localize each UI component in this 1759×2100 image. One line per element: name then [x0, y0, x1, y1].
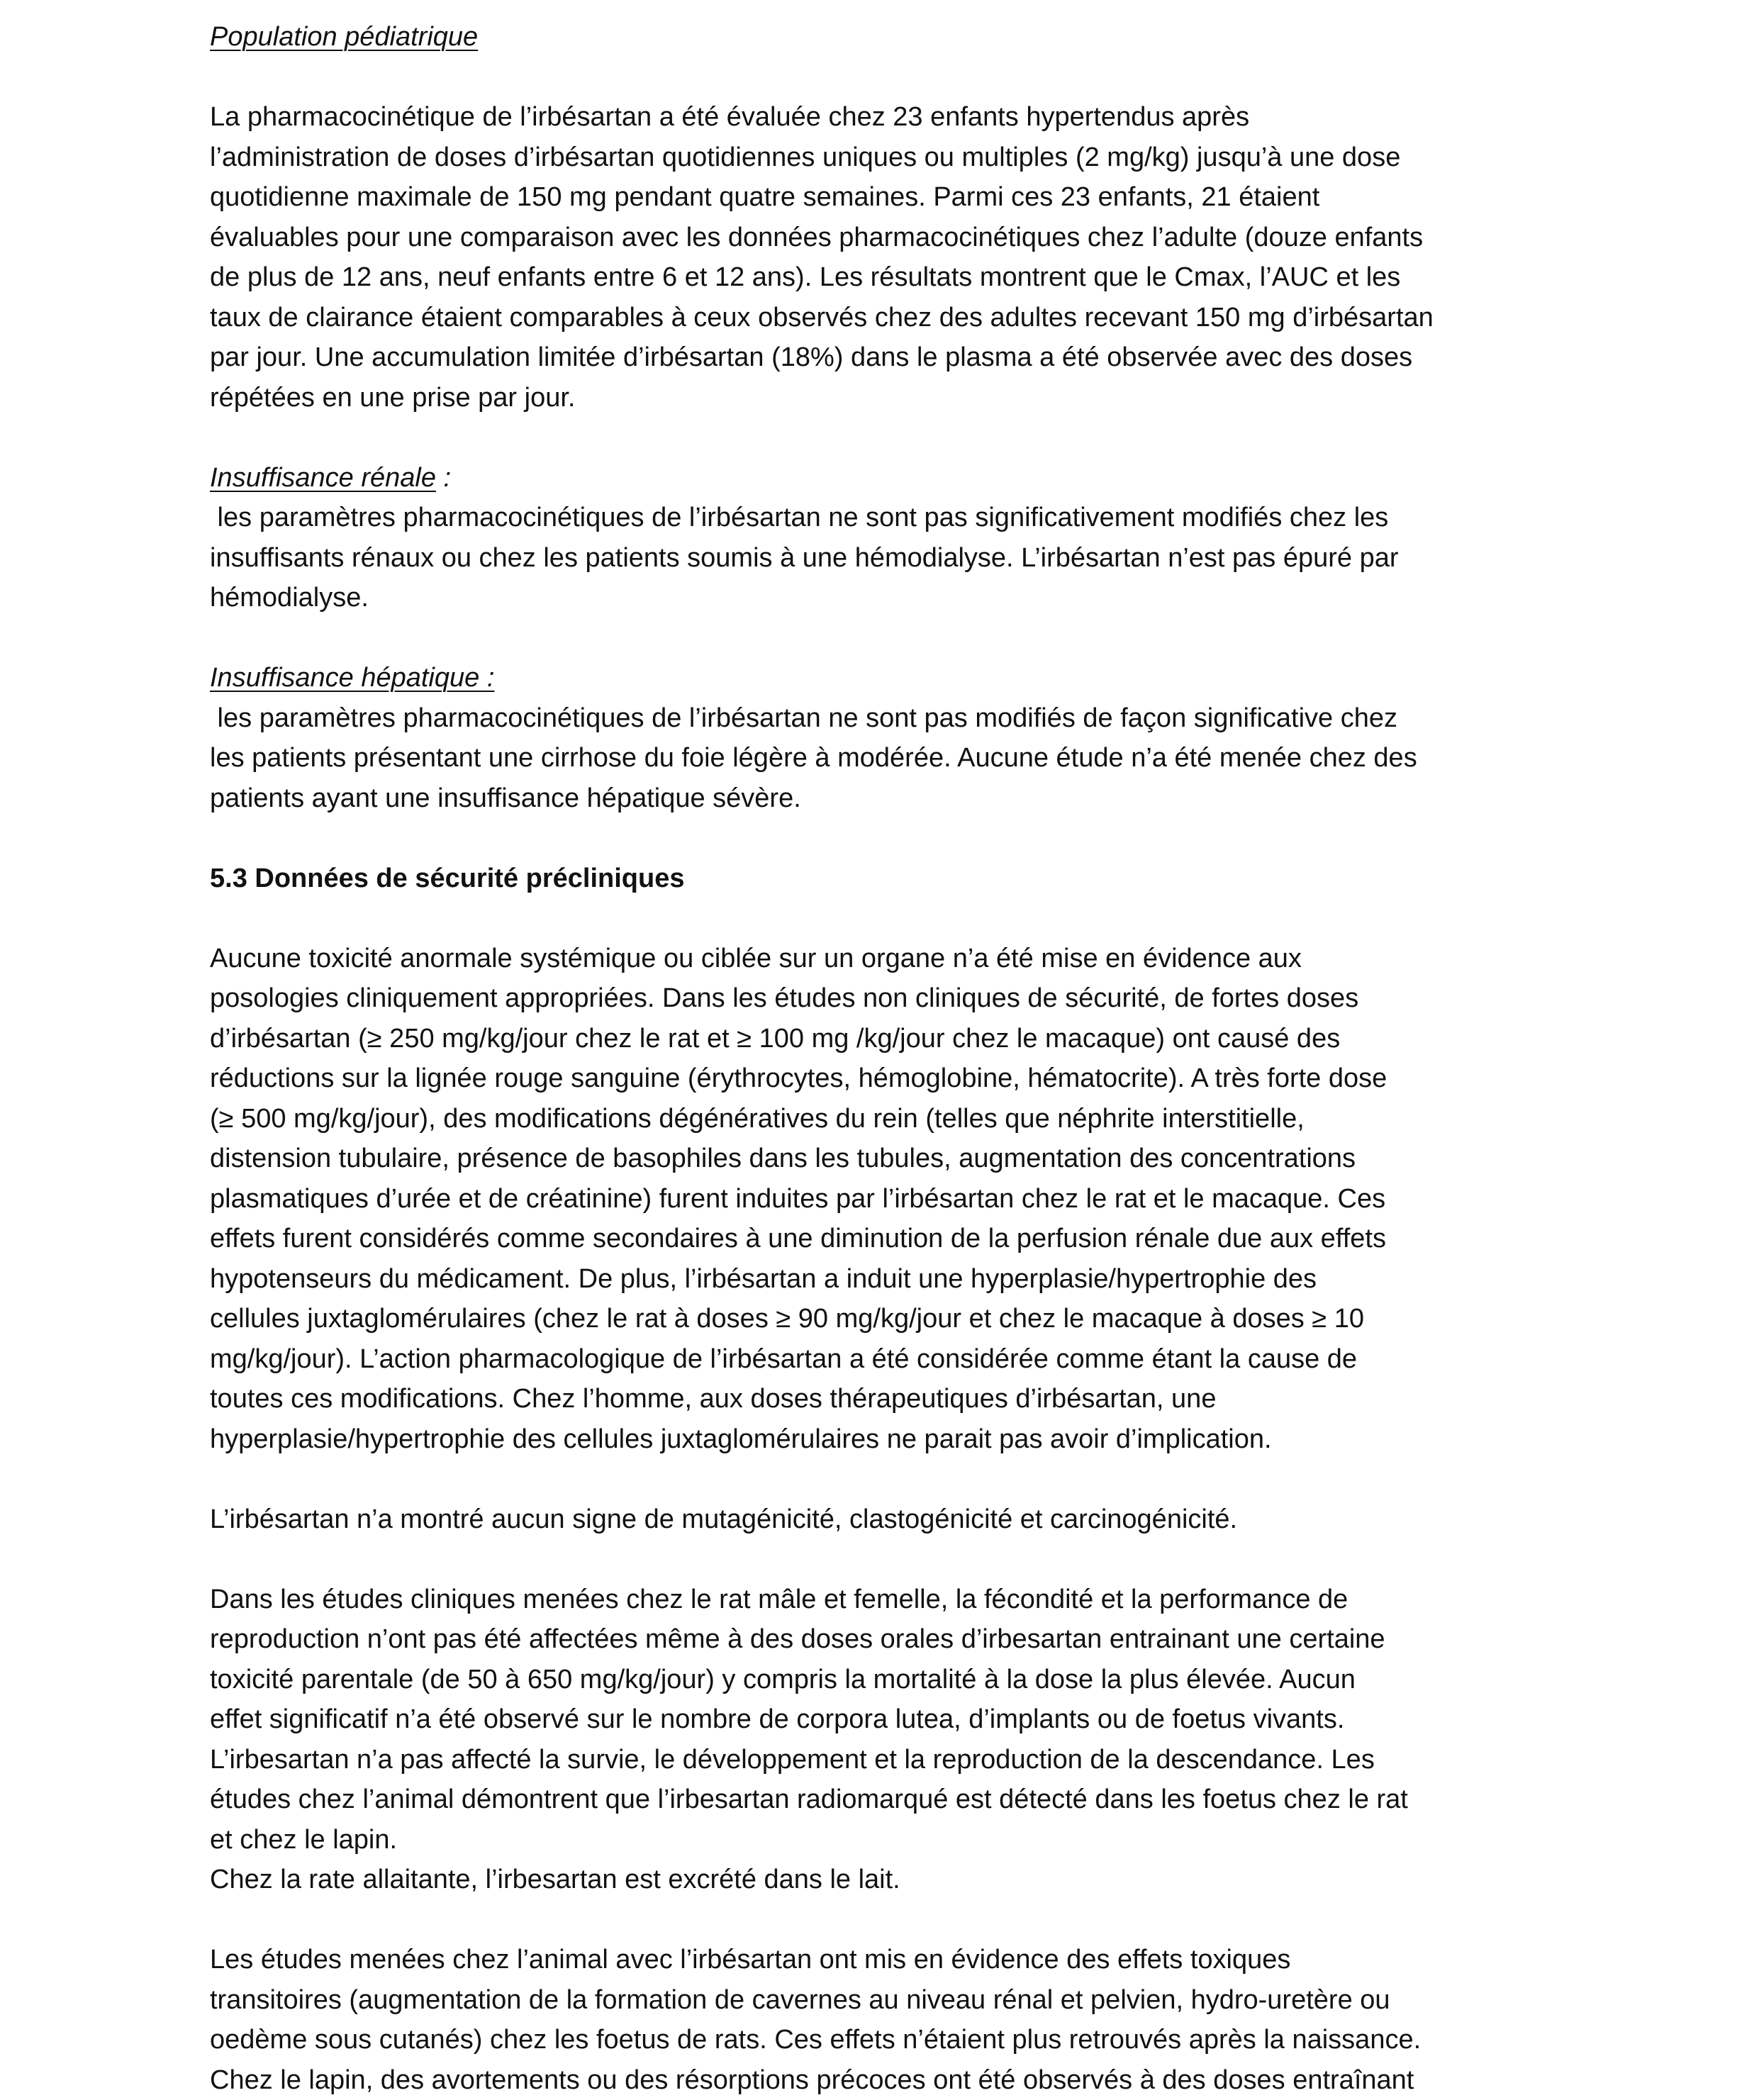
paragraph-preclinical-1	[210, 939, 1571, 1460]
text-line: posologies cliniquement appropriées. Dans les études non cliniques de sécurité, de fortes doses	[210, 983, 1359, 1013]
text-line: L’irbésartan n’a montré aucun signe de mutagénicité, clastogénicité et carcinogénicité.	[210, 1504, 1238, 1534]
heading-renal: Insuffisance rénale	[210, 462, 436, 493]
paragraph-gap	[210, 1900, 1571, 1940]
heading-hepatic: Insuffisance hépatique :	[210, 663, 495, 693]
section-title-preclinical: 5.3 Données de sécurité précliniques	[210, 863, 685, 893]
text-line: patients ayant une insuffisance hépatique sévère.	[210, 783, 801, 813]
text-line: taux de clairance étaient comparables à ceux observés chez des adultes recevant 150 mg d’irbésartan	[210, 302, 1434, 333]
text-line: réductions sur la lignée rouge sanguine (érythrocytes, hémoglobine, hématocrite). A très forte dose	[210, 1063, 1387, 1093]
text-line: Chez le lapin, des avortements ou des résorptions précoces ont été observés à des doses entraînant	[210, 2065, 1414, 2095]
text-line: Chez la rate allaitante, l’irbesartan est excrété dans le lait.	[210, 1865, 900, 1894]
text-line: les patients présentant une cirrhose du foie légère à modérée. Aucune étude n’a été menée chez des	[210, 743, 1417, 773]
text-line: évaluables pour une comparaison avec les données pharmacocinétiques chez l’adulte (douze enfants	[210, 222, 1424, 252]
paragraph-gap	[210, 618, 1571, 659]
document-page	[210, 0, 1571, 2100]
paragraph-pediatric	[210, 97, 1571, 418]
text-line: de plus de 12 ans, neuf enfants entre 6 et 12 ans). Les résultats montrent que le Cmax, l’AUC et les	[210, 262, 1401, 292]
text-line: mg/kg/jour). L’action pharmacologique de l’irbésartan a été considérée comme étant la cause de	[210, 1344, 1358, 1374]
paragraph-preclinical-4	[210, 1940, 1571, 2100]
paragraph-gap	[210, 898, 1571, 939]
text-line: Aucune toxicité anormale systémique ou ciblée sur un organe n’a été mise en évidence aux	[210, 943, 1302, 973]
heading-pediatric: Population pédiatrique	[210, 22, 479, 52]
text-line: l’administration de doses d’irbésartan quotidiennes uniques ou multiples (2 mg/kg) jusqu’à une dose	[210, 142, 1401, 172]
heading-renal-line	[210, 458, 1571, 498]
text-line: hyperplasie/hypertrophie des cellules juxtaglomérulaires ne parait pas avoir d’implication.	[210, 1424, 1272, 1454]
paragraph-preclinical-3	[210, 1580, 1571, 1900]
text-line: (≥ 500 mg/kg/jour), des modifications dégénératives du rein (telles que néphrite interstitielle,	[210, 1103, 1305, 1134]
text-line: études chez l’animal démontrent que l’irbesartan radiomarqué est détecté dans les foetus chez le rat	[210, 1785, 1408, 1814]
text-line: oedème sous cutanés) chez les foetus de rats. Ces effets n’étaient plus retrouvés après la naissance.	[210, 2025, 1422, 2055]
text-line: répétées en une prise par jour.	[210, 382, 576, 413]
text-line: transitoires (augmentation de la formation de cavernes au niveau rénal et pelvien, hydro-uretère ou	[210, 1984, 1390, 2015]
text-line: reproduction n’ont pas été affectées même à des doses orales d’irbesartan entrainant une certaine	[210, 1624, 1385, 1654]
text-line: quotidienne maximale de 150 mg pendant quatre semaines. Parmi ces 23 enfants, 21 étaient	[210, 182, 1320, 212]
heading-renal-colon: :	[435, 462, 452, 493]
paragraph-preclinical-2	[210, 1499, 1571, 1540]
text-line: toxicité parentale (de 50 à 650 mg/kg/jour) y compris la mortalité à la dose la plus élevée. Aucun	[210, 1664, 1356, 1694]
text-line: par jour. Une accumulation limitée d’irbésartan (18%) dans le plasma a été observée avec des doses	[210, 342, 1413, 372]
paragraph-gap	[210, 57, 1571, 98]
text-line: La pharmacocinétique de l’irbésartan a été évaluée chez 23 enfants hypertendus après	[210, 102, 1250, 132]
text-line: les paramètres pharmacocinétiques de l’irbésartan ne sont pas significativement modifiés chez les	[210, 503, 1389, 532]
paragraph-gap	[210, 1539, 1571, 1580]
text-line: effets furent considérés comme secondaires à une diminution de la perfusion rénale due aux effets	[210, 1224, 1386, 1253]
paragraph-renal	[210, 498, 1571, 618]
text-line: insuffisants rénaux ou chez les patients soumis à une hémodialyse. L’irbésartan n’est pas épuré par	[210, 542, 1399, 573]
text-line: plasmatiques d’urée et de créatinine) furent induites par l’irbésartan chez le rat et le macaque. Ces	[210, 1183, 1386, 1214]
text-line: d’irbésartan (≥ 250 mg/kg/jour chez le rat et ≥ 100 mg /kg/jour chez le macaque) ont causé des	[210, 1023, 1341, 1054]
text-line: hémodialyse.	[210, 583, 369, 613]
paragraph-gap	[210, 1459, 1571, 1499]
paragraph-gap	[210, 418, 1571, 458]
text-line: Les études menées chez l’animal avec l’irbésartan ont mis en évidence des effets toxiques	[210, 1945, 1291, 1975]
text-line: effet significatif n’a été observé sur le nombre de corpora lutea, d’implants ou de foetus vivants.	[210, 1704, 1345, 1734]
paragraph-hepatic	[210, 698, 1571, 819]
text-line: Dans les études cliniques menées chez le rat mâle et femelle, la fécondité et la performance de	[210, 1584, 1348, 1614]
text-line: distension tubulaire, présence de basophiles dans les tubules, augmentation des concentrations	[210, 1144, 1356, 1173]
text-line: hypotenseurs du médicament. De plus, l’irbésartan a induit une hyperplasie/hypertrophie des	[210, 1263, 1317, 1294]
text-line: et chez le lapin.	[210, 1824, 398, 1855]
text-line: les paramètres pharmacocinétiques de l’irbésartan ne sont pas modifiés de façon significative chez	[210, 703, 1398, 733]
paragraph-gap	[210, 818, 1571, 859]
text-line: toutes ces modifications. Chez l’homme, aux doses thérapeutiques d’irbésartan, une	[210, 1384, 1217, 1414]
text-line: L’irbesartan n’a pas affecté la survie, le développement et la reproduction de la descendance. Les	[210, 1744, 1375, 1775]
text-line: cellules juxtaglomérulaires (chez le rat à doses ≥ 90 mg/kg/jour et chez le macaque à doses ≥ 10	[210, 1304, 1364, 1334]
